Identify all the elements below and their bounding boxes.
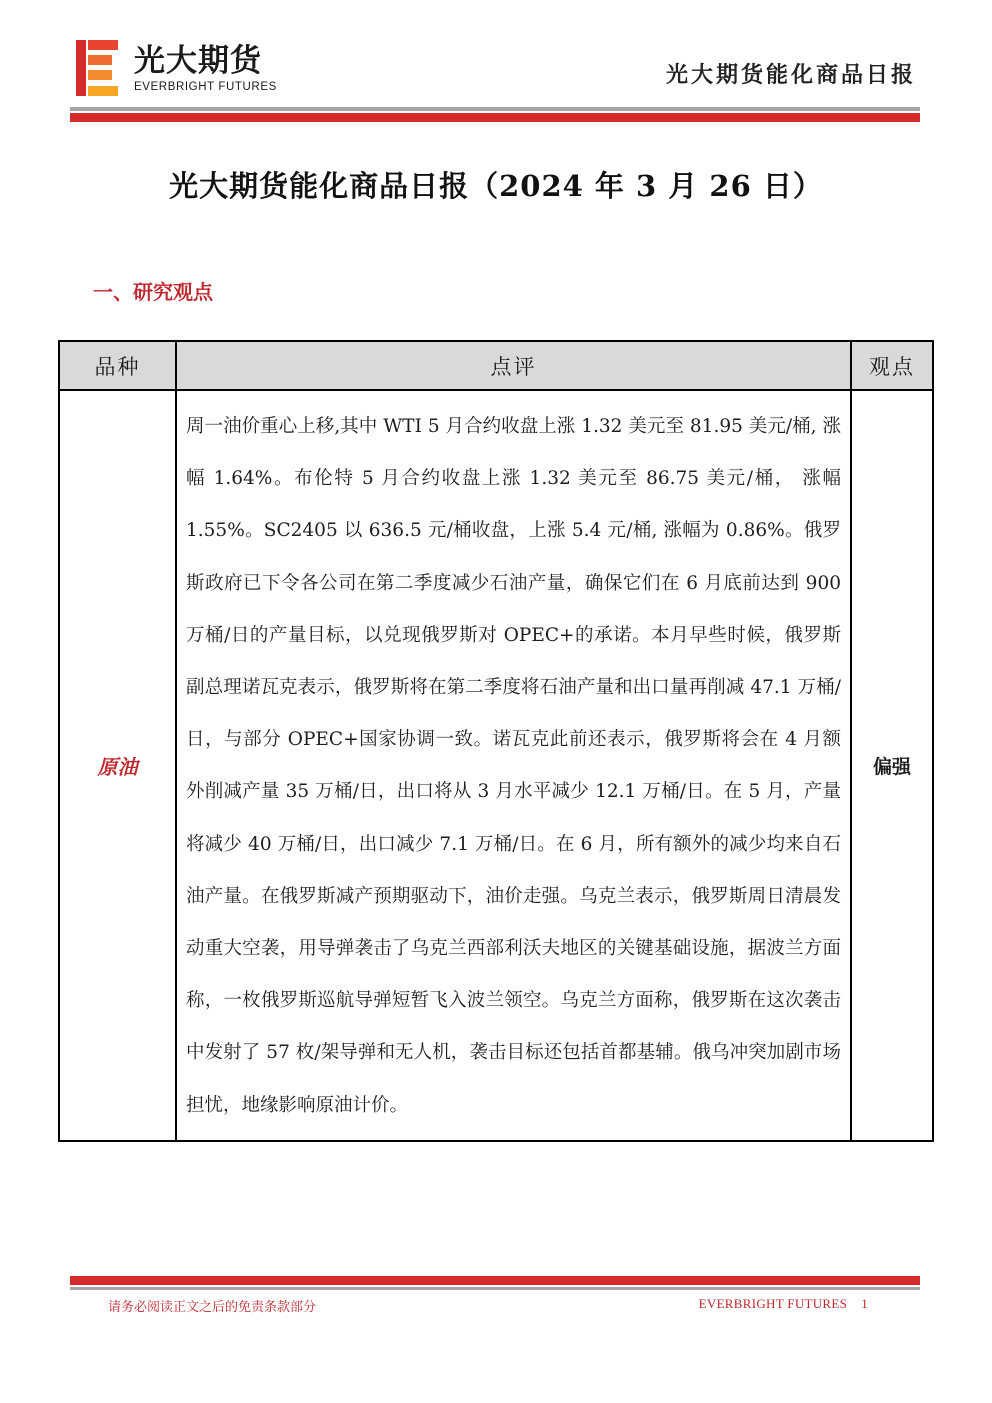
view-cell: 偏强	[851, 390, 933, 1141]
variety-cell: 原油	[59, 390, 176, 1141]
everbright-logo-icon	[76, 40, 120, 96]
table-header-row	[59, 341, 933, 390]
opinion-table	[58, 340, 934, 1142]
header-comment: 点评	[176, 341, 851, 390]
header-divider-gray	[70, 107, 920, 111]
footer-disclaimer: 请务必阅读正文之后的免责条款部分	[108, 1300, 317, 1315]
document-title: 光大期货能化商品日报（2024 年 3 月 26 日）	[169, 169, 823, 203]
section-heading: 一、研究观点	[93, 280, 213, 304]
footer-divider-gray	[70, 1287, 920, 1290]
header-divider-red	[70, 113, 920, 122]
footer-divider-red	[70, 1276, 920, 1285]
footer-brand-page	[699, 1296, 868, 1312]
table-row	[59, 390, 933, 1141]
page-number: 1	[861, 1296, 868, 1311]
header-variety: 品种	[59, 341, 176, 390]
logo-chinese-name: 光大期货	[134, 43, 262, 79]
header-report-name: 光大期货能化商品日报	[665, 62, 916, 88]
header-view: 观点	[851, 341, 933, 390]
comment-cell: 周一油价重心上移,其中 WTI 5 月合约收盘上涨 1.32 美元至 81.95 美元/桶, 涨幅 1.64%。布伦特 5 月合约收盘上涨 1.32 美元至 86.75 美元/桶， 涨幅 1.55%。SC2405 以 636.5 元/桶收盘，上涨 5.4 元/桶, 涨幅为 0.86%。俄罗斯政府已下令各公司在第二季度减少石油产量，确保它们在 6 月底前达到 900 万桶/日的产量目标，以兑现俄罗斯对 OPEC+的承诺。本月早些时候，俄罗斯副总理诺瓦克表示，俄罗斯将在第二季度将石油产量和出口量再削减 47.1 万桶/日，与部分 OPEC+国家协调一致。诺瓦克此前还表示，俄罗斯将会在 4 月额外削减产量 35 万桶/日，出口将从 3 月水平减少 12.1 万桶/日。在 5 月，产量将减少 40 万桶/日，出口减少 7.1 万桶/日。在 6 月，所有额外的减少均来自石油产量。在俄罗斯减产预期驱动下，油价走强。乌克兰表示，俄罗斯周日清晨发动重大空袭，用导弹袭击了乌克兰西部利沃夫地区的关键基础设施，据波兰方面称，一枚俄罗斯巡航导弹短暂飞入波兰领空。乌克兰方面称，俄罗斯在这次袭击中发射了 57 枚/架导弹和无人机，袭击目标还包括首都基辅。俄乌冲突加剧市场担忧，地缘影响原油计价。	[176, 390, 851, 1141]
logo-english-name: EVERBRIGHT FUTURES	[134, 81, 277, 93]
footer-brand: EVERBRIGHT FUTURES	[698, 1296, 848, 1311]
